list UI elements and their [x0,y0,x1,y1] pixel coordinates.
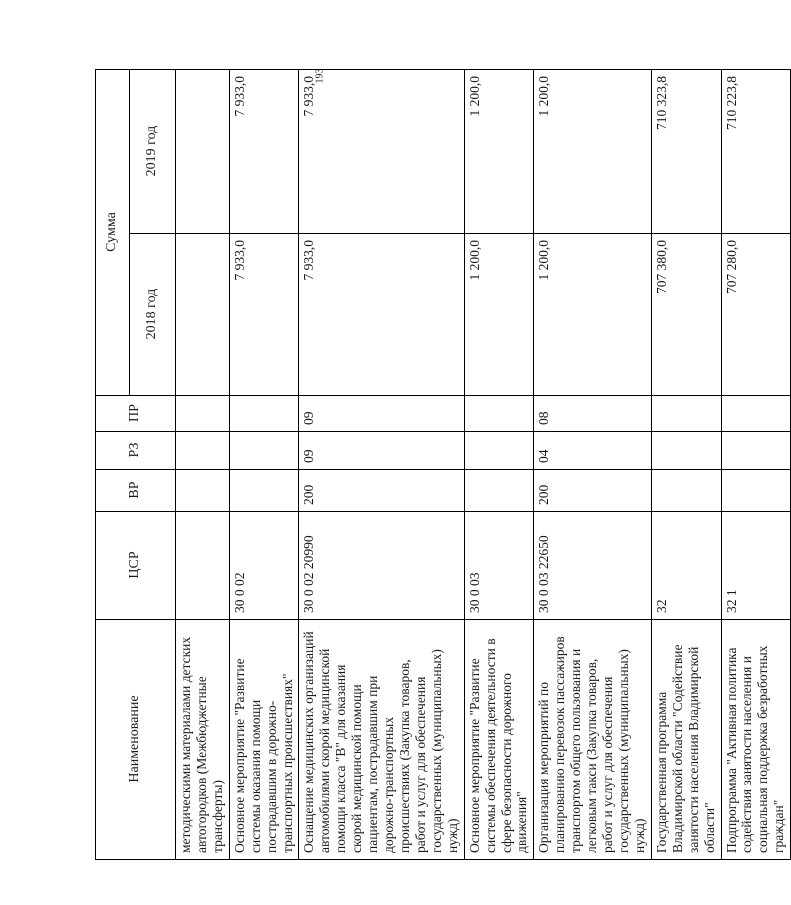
cell-csr: 30 0 03 22650 [534,512,651,620]
cell-vr [229,470,299,512]
cell-2019: 710 323,8 [651,70,721,234]
cell-name: Оснащение медицинских организаций автомобилями скорой медицинской помощи класса "В" для оказания скорой медицинской помощи пациентам, пострадавшим при дорожно-транспортных происшествиях (Закупка товаров, работ и услуг для обеспечения государственных (муниципальных) нужд) [299,620,464,860]
cell-csr: 30 0 03 [464,512,534,620]
cell-name: методическими материалами детских автогородков (Межбюджетные трансферты) [176,620,230,860]
cell-2018: 7 933,0 [299,234,464,396]
cell-2019: 1 200,0 [534,70,651,234]
cell-pr: 09 [299,396,464,432]
cell-rz [651,432,721,470]
cell-vr [464,470,534,512]
header-year-2018: 2018 год [130,234,176,396]
header-pr: ПР [96,396,176,432]
cell-csr: 30 0 02 [229,512,299,620]
header-vr: ВР [96,470,176,512]
cell-rz [721,432,791,470]
cell-name: Государственная программа Владимирской области "Содействие занятости населения Владимирской области" [651,620,721,860]
table-row [229,70,299,860]
table-row [299,70,464,860]
cell-2019: 7 933,0 [229,70,299,234]
header-row [96,70,130,860]
cell-2018: 7 933,0 [229,234,299,396]
cell-2019: 1 200,0 [464,70,534,234]
cell-2018: 1 200,0 [464,234,534,396]
cell-csr [176,512,230,620]
cell-vr [721,470,791,512]
cell-rz: 04 [534,432,651,470]
cell-name: Подпрограмма "Активная политика содействия занятости населения и социальная поддержка безработных граждан" [721,620,791,860]
cell-vr: 200 [299,470,464,512]
cell-pr [721,396,791,432]
cell-name: Основное мероприятие "Развитие системы обеспечения деятельности в сфере безопасности дорожного движения" [464,620,534,860]
table-row [534,70,651,860]
cell-2018 [176,234,230,396]
cell-vr: 200 [534,470,651,512]
cell-rz [229,432,299,470]
cell-2019: 7 933,0 [299,70,464,234]
cell-csr: 30 0 02 20990 [299,512,464,620]
cell-name: Организация мероприятий по планированию перевозок пассажиров транспортом общего пользования и легковым такси (Закупка товаров, работ и услуг для обеспечения государственных (муниципальных) нужд) [534,620,651,860]
header-csr: ЦСР [96,512,176,620]
budget-table [95,69,791,860]
table-row [176,70,230,860]
header-rz: РЗ [96,432,176,470]
table-row [651,70,721,860]
header-name: Наименование [96,620,176,860]
cell-2018: 1 200,0 [534,234,651,396]
budget-table-container [95,70,787,860]
cell-2019: 710 223,8 [721,70,791,234]
page-number-text: 193 [314,68,326,84]
cell-2018: 707 280,0 [721,234,791,396]
table-row [721,70,791,860]
cell-pr: 08 [534,396,651,432]
cell-rz [464,432,534,470]
cell-pr [176,396,230,432]
cell-csr: 32 [651,512,721,620]
cell-pr [229,396,299,432]
cell-vr [651,470,721,512]
cell-csr: 32 1 [721,512,791,620]
table-row [464,70,534,860]
cell-pr [464,396,534,432]
header-year-2019: 2019 год [130,70,176,234]
cell-pr [651,396,721,432]
cell-2019 [176,70,230,234]
header-sum: Сумма [96,70,130,396]
cell-2018: 707 380,0 [651,234,721,396]
cell-vr [176,470,230,512]
cell-rz: 09 [299,432,464,470]
cell-name: Основное мероприятие "Развитие системы оказания помощи пострадавшим в дорожно-транспортных происшествиях" [229,620,299,860]
cell-rz [176,432,230,470]
